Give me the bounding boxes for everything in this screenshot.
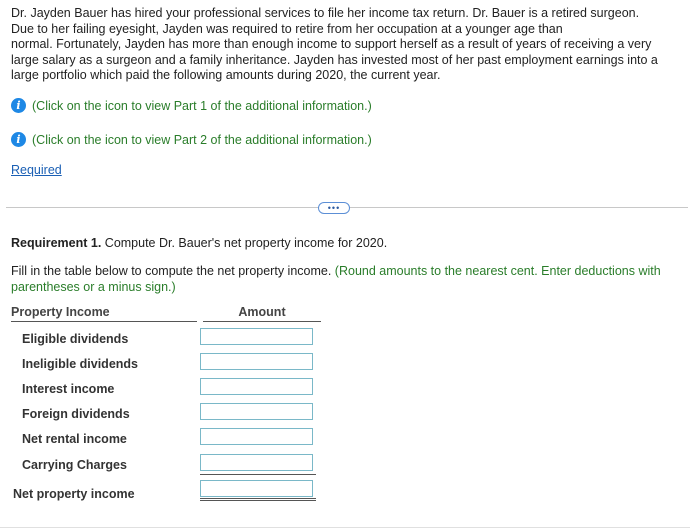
info-icon[interactable]: i: [11, 132, 26, 147]
requirement-text: Compute Dr. Bauer's net property income for 2020.: [101, 236, 388, 250]
required-link[interactable]: Required: [11, 163, 62, 177]
instructions: [11, 264, 687, 295]
expand-button[interactable]: •••: [318, 202, 350, 214]
info-link-text: (Click on the icon to view Part 1 of the additional information.): [32, 98, 372, 113]
row-label-ineligible-dividends: Ineligible dividends: [22, 357, 138, 371]
info-link-part2[interactable]: [11, 132, 372, 147]
amount-input-net-property-income[interactable]: [200, 480, 313, 497]
subtotal-rule: [200, 474, 316, 475]
instructions-text: Fill in the table below to compute the net property income.: [11, 264, 335, 278]
column-header-property-income: Property Income: [11, 305, 197, 322]
row-label-net-rental-income: Net rental income: [22, 432, 127, 446]
amount-input-interest-income[interactable]: [200, 378, 313, 395]
amount-input-net-rental-income[interactable]: [200, 428, 313, 445]
requirement-label: Requirement 1.: [11, 236, 102, 250]
page-bottom-rule: [0, 527, 690, 528]
total-double-rule: [200, 498, 316, 499]
amount-input-carrying-charges[interactable]: [200, 454, 313, 471]
intro-line: normal. Fortunately, Jayden has more than enough income to support herself as a result of years of receiving a very: [11, 37, 652, 51]
intro-line: large salary as a surgeon and a family inheritance. Jayden has invested most of her past employment earnings into a: [11, 52, 658, 67]
total-double-rule: [200, 500, 316, 501]
amount-input-eligible-dividends[interactable]: [200, 328, 313, 345]
row-label-carrying-charges: Carrying Charges: [22, 458, 127, 472]
column-header-amount: Amount: [203, 305, 321, 322]
instructions-note: (Round amounts to the nearest cent. Enter deductions with parentheses or a minus sign.): [11, 264, 661, 294]
intro-line: Due to her failing eyesight, Jayden was required to retire from her occupation at a younger age than: [11, 21, 563, 36]
row-label-eligible-dividends: Eligible dividends: [22, 332, 129, 346]
table-header: [11, 305, 321, 322]
amount-input-ineligible-dividends[interactable]: [200, 353, 313, 370]
info-link-part1[interactable]: [11, 98, 372, 113]
info-icon[interactable]: i: [11, 98, 26, 113]
requirement-title: [11, 236, 387, 250]
amount-input-foreign-dividends[interactable]: [200, 403, 313, 420]
problem-intro: [11, 6, 683, 84]
intro-line: Dr. Jayden Bauer has hired your professional services to file her income tax return. Dr. Bauer is a retired surgeon.: [11, 6, 640, 20]
info-link-text: (Click on the icon to view Part 2 of the additional information.): [32, 132, 372, 147]
intro-line: large portfolio which paid the following amounts during 2020, the current year.: [11, 68, 441, 82]
row-label-interest-income: Interest income: [22, 382, 115, 396]
row-label-foreign-dividends: Foreign dividends: [22, 407, 130, 421]
row-label-net-property-income: Net property income: [13, 487, 135, 501]
